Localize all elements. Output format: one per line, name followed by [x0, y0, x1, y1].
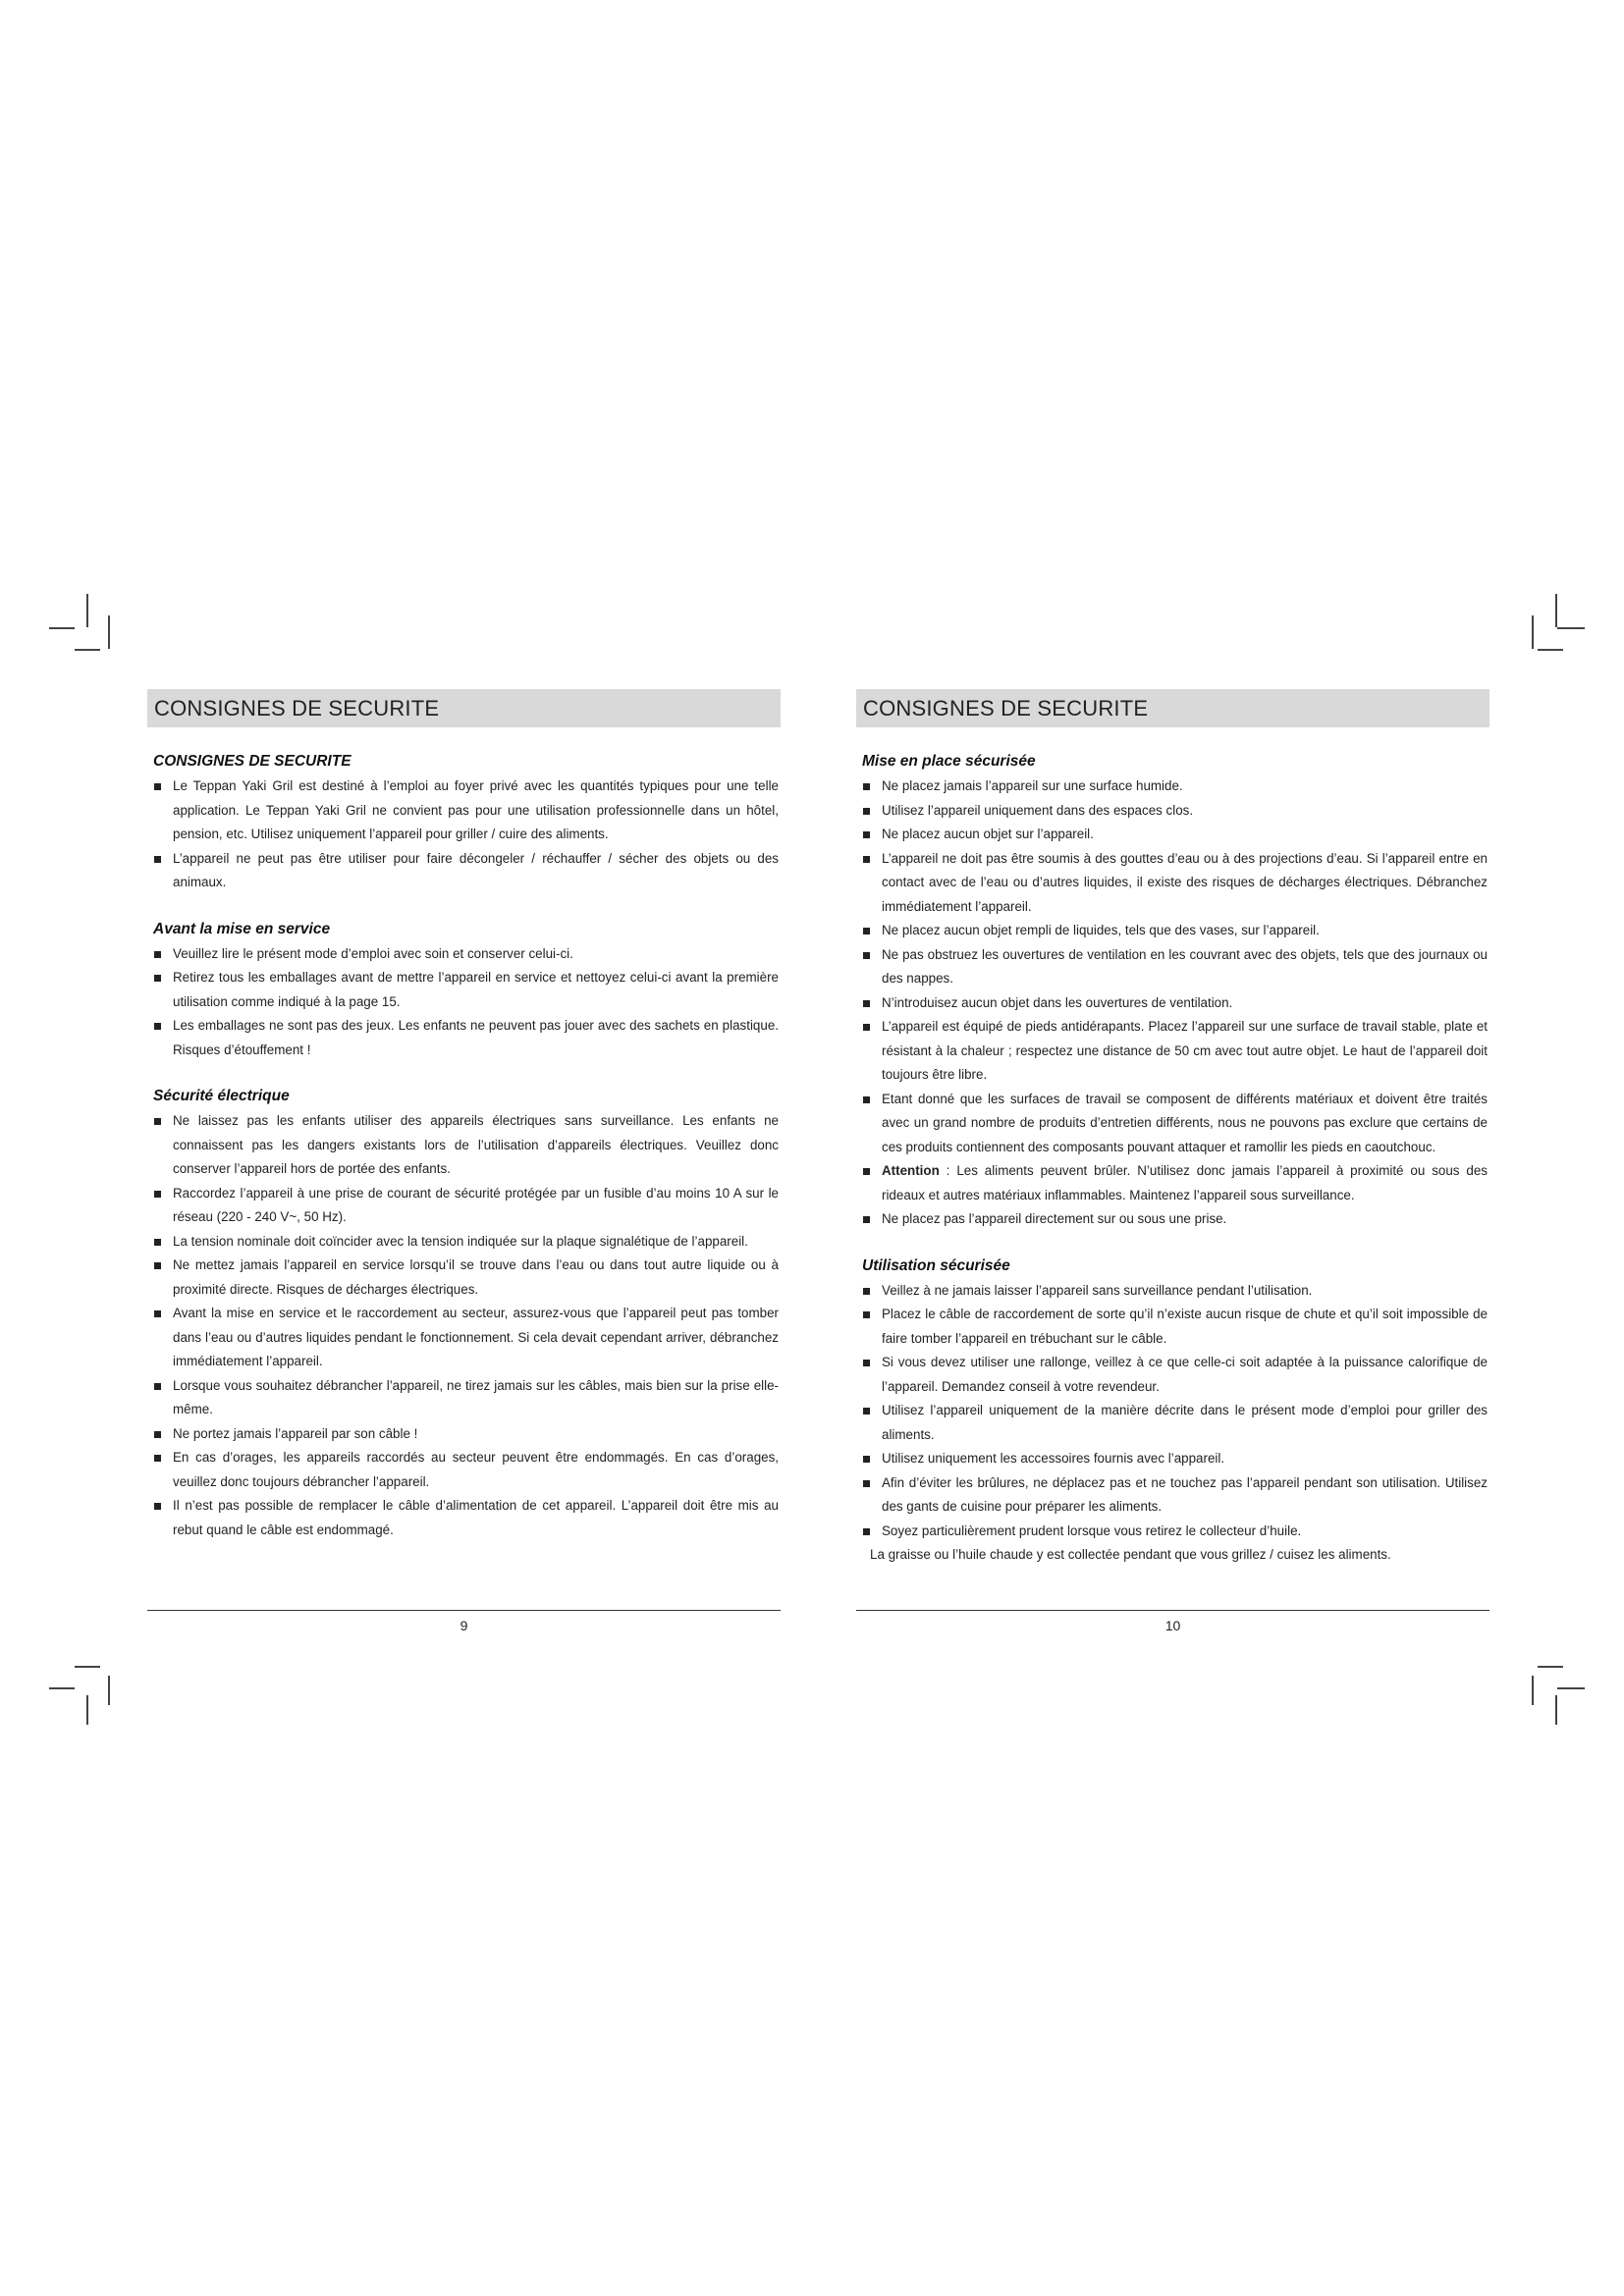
list-item: Soyez particulièrement prudent lorsque vous retirez le collecteur d’huile.: [856, 1520, 1489, 1544]
crop-mark: [1538, 649, 1563, 651]
footer-rule: [856, 1610, 1489, 1611]
square-bullet-icon: [154, 1455, 161, 1462]
square-bullet-icon: [154, 975, 161, 982]
list-item: Ne placez jamais l’appareil sur une surface humide.: [856, 774, 1489, 799]
square-bullet-icon: [863, 928, 870, 934]
list-item: L’appareil est équipé de pieds antidérapants. Placez l’appareil sur une surface de travail stable, plate et résistant à la chaleur ; respectez une distance de 50 cm avec tout autre objet. Le haut de l’appareil doit toujours être libre.: [856, 1015, 1489, 1088]
list-item: Veillez à ne jamais laisser l’appareil sans surveillance pendant l’utilisation.: [856, 1279, 1489, 1304]
list-item: Placez le câble de raccordement de sorte qu’il n’existe aucun risque de chute et qu’il soit impossible de faire tomber l’appareil en trébuchant sur le câble.: [856, 1303, 1489, 1351]
list-item: Ne placez pas l’appareil directement sur ou sous une prise.: [856, 1207, 1489, 1232]
list-item: Les emballages ne sont pas des jeux. Les enfants ne peuvent pas jouer avec des sachets en plastique. Risques d’étouffement !: [147, 1014, 781, 1062]
square-bullet-icon: [863, 831, 870, 838]
square-bullet-icon: [863, 808, 870, 815]
section-consignes: [147, 753, 781, 895]
square-bullet-icon: [154, 1191, 161, 1198]
section-avant-mise-en-service: [147, 921, 781, 1063]
square-bullet-icon: [154, 1310, 161, 1317]
list-item: Veuillez lire le présent mode d’emploi avec soin et conserver celui-ci.: [147, 942, 781, 967]
square-bullet-icon: [863, 1024, 870, 1031]
list-item: Ne placez aucun objet sur l’appareil.: [856, 823, 1489, 847]
section-securite-electrique: [147, 1088, 781, 1542]
crop-mark: [1532, 1676, 1534, 1705]
page-number: 10: [1164, 1618, 1181, 1633]
list-item: Afin d’éviter les brûlures, ne déplacez pas et ne touchez pas l’appareil pendant son utilisation. Utilisez des gants de cuisine pour préparer les aliments.: [856, 1471, 1489, 1520]
square-bullet-icon: [863, 856, 870, 863]
list-item: Ne mettez jamais l’appareil en service lorsqu’il se trouve dans l’eau ou dans tout autre liquide ou à proximité directe. Risques de décharges électriques.: [147, 1254, 781, 1302]
list-item: Etant donné que les surfaces de travail se composent de différents matériaux et doivent être traités avec un grand nombre de produits d’entretien différents, nous ne pouvons pas exclure que certains de ces produits contiennent des composants pouvant attaquer et ramollir les pieds en caoutchouc.: [856, 1088, 1489, 1160]
section-banner: CONSIGNES DE SECURITE: [147, 689, 781, 727]
section-title: Sécurité électrique: [153, 1088, 290, 1104]
crop-mark: [1557, 627, 1585, 629]
section-utilisation: [856, 1257, 1489, 1568]
square-bullet-icon: [863, 783, 870, 790]
list-item: Si vous devez utiliser une rallonge, veillez à ce que celle-ci soit adaptée à la puissance calorifique de l’appareil. Demandez conseil à votre revendeur.: [856, 1351, 1489, 1399]
square-bullet-icon: [154, 1503, 161, 1510]
section-banner: CONSIGNES DE SECURITE: [856, 689, 1489, 727]
list-item: En cas d’orages, les appareils raccordés au secteur peuvent être endommagés. En cas d’orages, veuillez donc toujours débrancher l’appareil.: [147, 1446, 781, 1494]
list-item: Raccordez l’appareil à une prise de courant de sécurité protégée par un fusible d’au moins 10 A sur le réseau (220 - 240 V~, 50 Hz).: [147, 1182, 781, 1230]
square-bullet-icon: [863, 1168, 870, 1175]
list-item: Le Teppan Yaki Gril est destiné à l’emploi au foyer privé avec les quantités typiques pour une telle application. Le Teppan Yaki Gril ne convient pas pour une utilisation professionnelle dans un hôtel, pension, etc. Utilisez uniquement l’appareil pour griller / cuire des aliments.: [147, 774, 781, 847]
left-page: [147, 689, 781, 1651]
list-item: Utilisez l’appareil uniquement de la manière décrite dans le présent mode d’emploi pour griller des aliments.: [856, 1399, 1489, 1447]
square-bullet-icon: [154, 1023, 161, 1030]
square-bullet-icon: [154, 1239, 161, 1246]
list-item: Ne pas obstruez les ouvertures de ventilation en les couvrant avec des objets, tels que des journaux ou des nappes.: [856, 943, 1489, 991]
crop-mark: [1555, 1695, 1557, 1725]
square-bullet-icon: [863, 1311, 870, 1318]
square-bullet-icon: [863, 1216, 870, 1223]
crop-mark: [108, 615, 110, 649]
list-item: La tension nominale doit coïncider avec la tension indiquée sur la plaque signalétique de l’appareil.: [147, 1230, 781, 1255]
crop-mark: [75, 1666, 100, 1668]
square-bullet-icon: [154, 1118, 161, 1125]
list-item: Lorsque vous souhaitez débrancher l’appareil, ne tirez jamais sur les câbles, mais bien sur la prise elle-même.: [147, 1374, 781, 1422]
square-bullet-icon: [863, 1360, 870, 1366]
square-bullet-icon: [154, 951, 161, 958]
crop-mark: [108, 1676, 110, 1705]
list-item: Attention : Les aliments peuvent brûler. N’utilisez donc jamais l’appareil à proximité ou sous des rideaux et autres matériaux inflammables. Maintenez l’appareil sous surveillance.: [856, 1159, 1489, 1207]
square-bullet-icon: [863, 1000, 870, 1007]
section-title: Mise en place sécurisée: [862, 753, 1036, 770]
square-bullet-icon: [154, 1431, 161, 1438]
right-page: [856, 689, 1489, 1651]
crop-mark: [1538, 1666, 1563, 1668]
attention-label: Attention: [882, 1163, 940, 1178]
square-bullet-icon: [154, 783, 161, 790]
list-item: L’appareil ne doit pas être soumis à des gouttes d’eau ou à des projections d’eau. Si l’appareil entre en contact avec de l’eau ou d’autres liquides, il existe des risques de décharges électriques. Débranchez immédiatement l’appareil.: [856, 847, 1489, 920]
list-item: Il n’est pas possible de remplacer le câble d’alimentation de cet appareil. L’appareil doit être mis au rebut quand le câble est endommagé.: [147, 1494, 781, 1542]
section-title: CONSIGNES DE SECURITE: [153, 753, 352, 770]
list-item: Retirez tous les emballages avant de mettre l’appareil en service et nettoyez celui-ci avant la première utilisation comme indiqué à la page 15.: [147, 966, 781, 1014]
crop-mark: [1555, 594, 1557, 627]
square-bullet-icon: [154, 856, 161, 863]
list-item: Utilisez l’appareil uniquement dans des espaces clos.: [856, 799, 1489, 824]
list-item: L’appareil ne peut pas être utiliser pour faire décongeler / réchauffer / sécher des objets ou des animaux.: [147, 847, 781, 895]
continuation-text: La graisse ou l’huile chaude y est collectée pendant que vous grillez / cuisez les aliments.: [870, 1547, 1391, 1562]
section-mise-en-place: [856, 753, 1489, 1232]
list-item: N’introduisez aucun objet dans les ouvertures de ventilation.: [856, 991, 1489, 1016]
list-item: Ne portez jamais l’appareil par son câble !: [147, 1422, 781, 1447]
square-bullet-icon: [863, 1456, 870, 1463]
square-bullet-icon: [863, 1528, 870, 1535]
square-bullet-icon: [863, 1288, 870, 1295]
list-item: Ne placez aucun objet rempli de liquides, tels que des vases, sur l’appareil.: [856, 919, 1489, 943]
square-bullet-icon: [863, 1408, 870, 1415]
crop-mark: [75, 649, 100, 651]
list-item: Avant la mise en service et le raccordement au secteur, assurez-vous que l’appareil peut pas tomber dans l’eau ou d’autres liquides pendant le fonctionnement. Si cela devait cependant arriver, débranchez immédiatement l’appareil.: [147, 1302, 781, 1374]
section-title: Avant la mise en service: [153, 920, 331, 937]
crop-mark: [86, 594, 88, 627]
square-bullet-icon: [863, 1480, 870, 1487]
square-bullet-icon: [863, 952, 870, 959]
crop-mark: [1532, 615, 1534, 649]
crop-mark: [1557, 1687, 1585, 1689]
square-bullet-icon: [154, 1262, 161, 1269]
list-item: Ne laissez pas les enfants utiliser des appareils électriques sans surveillance. Les enfants ne connaissent pas les dangers existants lors de l’utilisation d’appareils électriques. Veuillez donc conserver l’appareil hors de portée des enfants.: [147, 1109, 781, 1182]
square-bullet-icon: [154, 1383, 161, 1390]
page-number: 9: [460, 1618, 468, 1633]
crop-mark: [86, 1695, 88, 1725]
crop-mark: [49, 1687, 75, 1689]
section-title: Utilisation sécurisée: [862, 1256, 1010, 1274]
square-bullet-icon: [863, 1096, 870, 1103]
list-item: Utilisez uniquement les accessoires fournis avec l’appareil.: [856, 1447, 1489, 1471]
crop-mark: [49, 627, 75, 629]
footer-rule: [147, 1610, 781, 1611]
